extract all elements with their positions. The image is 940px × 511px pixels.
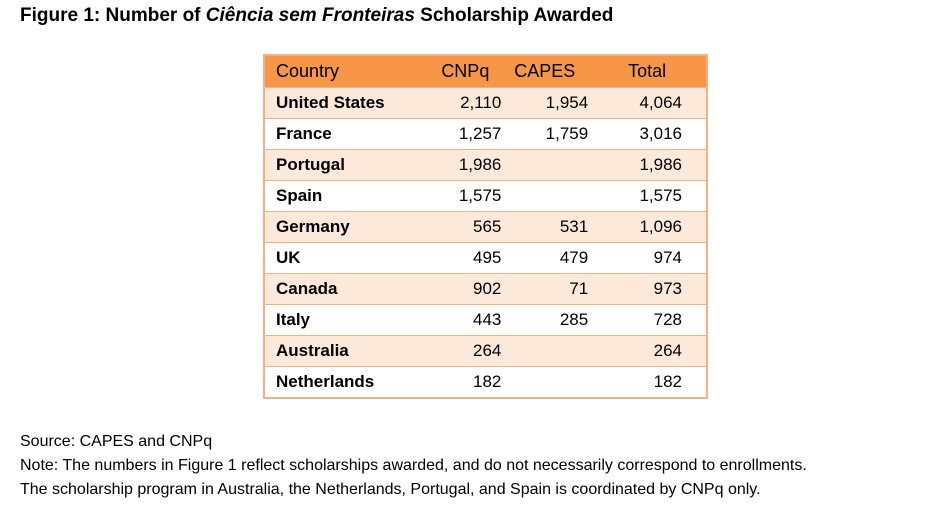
header-total: Total	[588, 55, 707, 88]
cell-capes: 1,759	[501, 119, 588, 150]
table-row	[264, 367, 707, 399]
cell-total: 728	[588, 305, 707, 336]
cell-cnpq: 1,575	[429, 181, 501, 212]
header-capes: CAPES	[501, 55, 588, 88]
cell-country: Italy	[264, 305, 429, 336]
cell-cnpq: 1,986	[429, 150, 501, 181]
cell-country: France	[264, 119, 429, 150]
table-row	[264, 212, 707, 243]
cell-capes: 285	[501, 305, 588, 336]
cell-total: 1,096	[588, 212, 707, 243]
cell-cnpq: 443	[429, 305, 501, 336]
source-note: Source: CAPES and CNPq	[20, 433, 213, 450]
cell-country: United States	[264, 88, 429, 119]
cell-total: 973	[588, 274, 707, 305]
cell-cnpq: 264	[429, 336, 501, 367]
table-row	[264, 243, 707, 274]
cell-cnpq: 495	[429, 243, 501, 274]
cell-country: Netherlands	[264, 367, 429, 399]
cell-total: 1,986	[588, 150, 707, 181]
figure-title	[20, 5, 613, 27]
cell-total: 182	[588, 367, 707, 399]
table-body	[264, 88, 707, 399]
scholarship-table	[263, 54, 708, 399]
cell-country: Canada	[264, 274, 429, 305]
cell-cnpq: 2,110	[429, 88, 501, 119]
cell-total: 974	[588, 243, 707, 274]
notes-block	[20, 430, 807, 502]
cell-cnpq: 182	[429, 367, 501, 399]
cell-total: 1,575	[588, 181, 707, 212]
table-row	[264, 119, 707, 150]
cell-capes	[501, 336, 588, 367]
figure-title-prefix: Figure 1: Number of	[20, 5, 206, 26]
cell-total: 4,064	[588, 88, 707, 119]
cell-capes: 1,954	[501, 88, 588, 119]
cell-total: 264	[588, 336, 707, 367]
coordination-note: The scholarship program in Australia, the Netherlands, Portugal, and Spain is coordinated by CNPq only.	[20, 481, 761, 498]
cell-country: UK	[264, 243, 429, 274]
table-header-row	[264, 55, 707, 88]
cell-country: Spain	[264, 181, 429, 212]
cell-capes	[501, 181, 588, 212]
cell-cnpq: 1,257	[429, 119, 501, 150]
cell-country: Australia	[264, 336, 429, 367]
figure-title-italic: Ciência sem Fronteiras	[205, 5, 415, 26]
cell-country: Germany	[264, 212, 429, 243]
table-row	[264, 274, 707, 305]
cell-cnpq: 902	[429, 274, 501, 305]
table-row	[264, 181, 707, 212]
table-row	[264, 150, 707, 181]
cell-capes	[501, 150, 588, 181]
cell-cnpq: 565	[429, 212, 501, 243]
header-cnpq: CNPq	[429, 55, 501, 88]
table-row	[264, 88, 707, 119]
cell-capes: 531	[501, 212, 588, 243]
table-row	[264, 305, 707, 336]
cell-capes: 71	[501, 274, 588, 305]
enrollment-note: Note: The numbers in Figure 1 reflect scholarships awarded, and do not necessarily correspond to enrollments.	[20, 457, 807, 474]
cell-capes	[501, 367, 588, 399]
figure-title-suffix: Scholarship Awarded	[414, 5, 614, 26]
cell-capes: 479	[501, 243, 588, 274]
table-row	[264, 336, 707, 367]
cell-country: Portugal	[264, 150, 429, 181]
cell-total: 3,016	[588, 119, 707, 150]
header-country: Country	[264, 55, 429, 88]
